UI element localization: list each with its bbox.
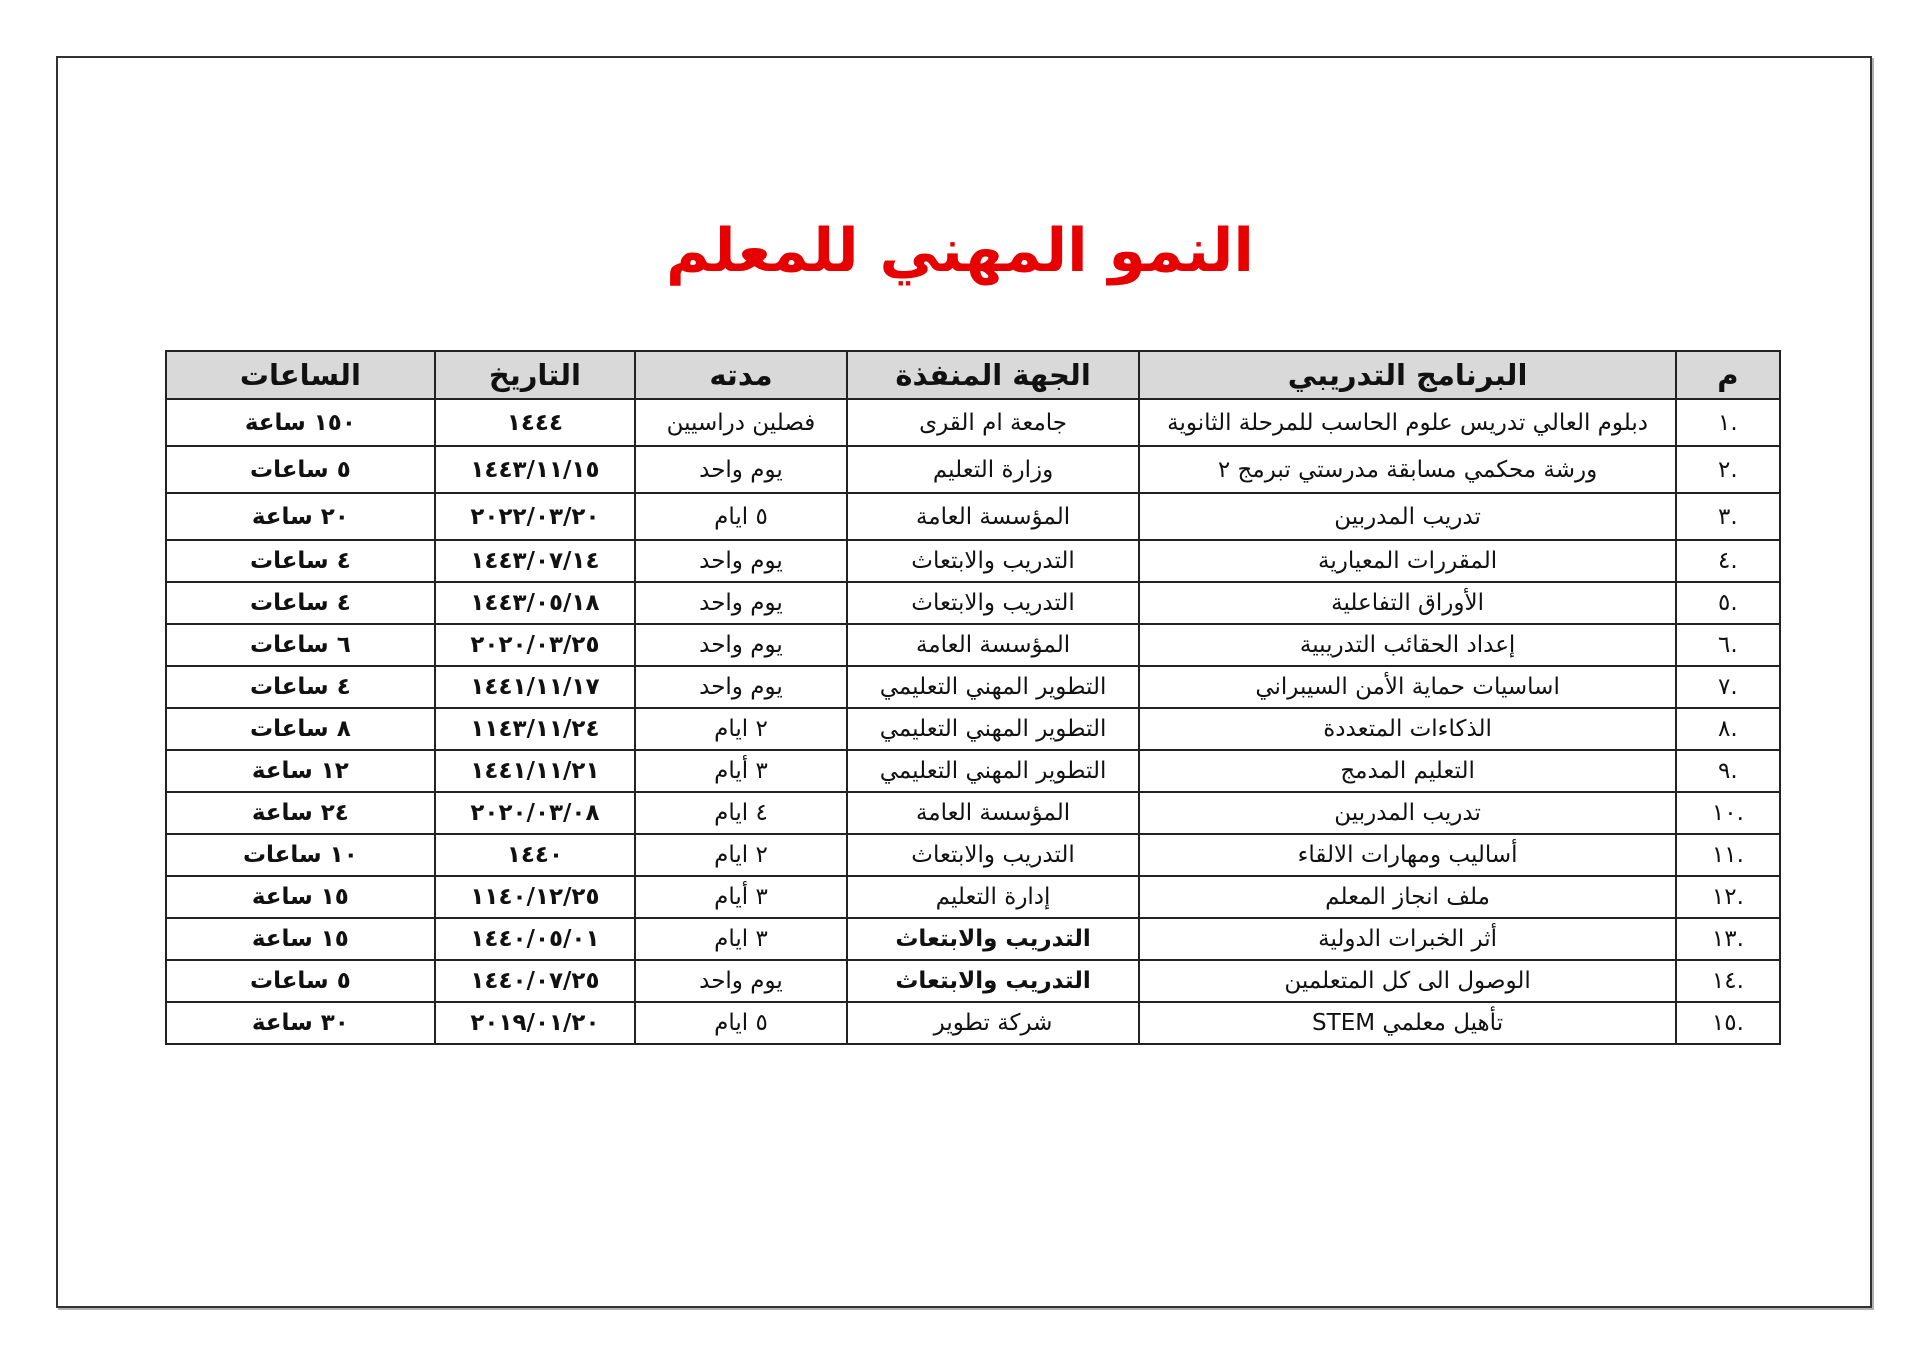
table-row [166, 493, 1780, 540]
cell-duration: ٣ أيام [635, 876, 847, 918]
cell-program: أساليب ومهارات الالقاء [1139, 834, 1675, 876]
cell-date: ١٤٤٣/١١/١٥ [435, 446, 635, 493]
cell-provider: التطوير المهني التعليمي [847, 708, 1140, 750]
table-row [166, 960, 1780, 1002]
page-title: النمو المهني للمعلم [666, 216, 1254, 286]
table-row [166, 624, 1780, 666]
cell-provider: المؤسسة العامة [847, 624, 1140, 666]
cell-date: ١٤٤١/١١/٢١ [435, 750, 635, 792]
cell-provider: شركة تطوير [847, 1002, 1140, 1044]
cell-date: ١٤٤٣/٠٧/١٤ [435, 540, 635, 582]
cell-provider: التطوير المهني التعليمي [847, 666, 1140, 708]
cell-duration: يوم واحد [635, 540, 847, 582]
cell-program: إعداد الحقائب التدريبية [1139, 624, 1675, 666]
cell-num: .٩ [1676, 750, 1780, 792]
cell-hours: ١٥ ساعة [166, 876, 435, 918]
cell-num: .١١ [1676, 834, 1780, 876]
cell-date: ١٤٤٠/٠٥/٠١ [435, 918, 635, 960]
cell-provider: المؤسسة العامة [847, 493, 1140, 540]
table-row [166, 834, 1780, 876]
cell-duration: ٣ أيام [635, 750, 847, 792]
cell-num: .٣ [1676, 493, 1780, 540]
cell-date: ٢٠٢٠/٠٣/٠٨ [435, 792, 635, 834]
cell-date: ١١٤٠/١٢/٢٥ [435, 876, 635, 918]
cell-num: .٥ [1676, 582, 1780, 624]
table-row [166, 750, 1780, 792]
header-program: البرنامج التدريبي [1139, 351, 1675, 399]
cell-duration: يوم واحد [635, 582, 847, 624]
cell-program: تدريب المدربين [1139, 493, 1675, 540]
cell-program: الوصول الى كل المتعلمين [1139, 960, 1675, 1002]
cell-provider: التطوير المهني التعليمي [847, 750, 1140, 792]
table-row [166, 708, 1780, 750]
header-hours: الساعات [166, 351, 435, 399]
cell-duration: ٢ ايام [635, 708, 847, 750]
table-row [166, 666, 1780, 708]
cell-program: ملف انجاز المعلم [1139, 876, 1675, 918]
cell-date: ٢٠١٩/٠١/٢٠ [435, 1002, 635, 1044]
cell-date: ٢٠٢٠/٠٣/٢٥ [435, 624, 635, 666]
cell-duration: ٥ ايام [635, 1002, 847, 1044]
cell-provider: التدريب والابتعاث [847, 960, 1140, 1002]
table-row [166, 876, 1780, 918]
cell-num: .١ [1676, 399, 1780, 446]
cell-num: .١٢ [1676, 876, 1780, 918]
cell-num: .١٥ [1676, 1002, 1780, 1044]
cell-program: تأهيل معلمي STEM [1139, 1002, 1675, 1044]
table-row [166, 582, 1780, 624]
cell-hours: ١٥٠ ساعة [166, 399, 435, 446]
cell-date: ١٤٤٣/٠٥/١٨ [435, 582, 635, 624]
cell-hours: ٦ ساعات [166, 624, 435, 666]
cell-duration: ٤ ايام [635, 792, 847, 834]
header-date: التاريخ [435, 351, 635, 399]
cell-num: .١٤ [1676, 960, 1780, 1002]
cell-duration: فصلين دراسيين [635, 399, 847, 446]
cell-hours: ٤ ساعات [166, 540, 435, 582]
table-body [166, 399, 1780, 1044]
cell-duration: ٥ ايام [635, 493, 847, 540]
cell-hours: ١٥ ساعة [166, 918, 435, 960]
cell-program: الأوراق التفاعلية [1139, 582, 1675, 624]
table-row [166, 1002, 1780, 1044]
cell-date: ١٤٤٠ [435, 834, 635, 876]
cell-program: ورشة محكمي مسابقة مدرستي تبرمج ٢ [1139, 446, 1675, 493]
cell-num: .١٠ [1676, 792, 1780, 834]
cell-duration: يوم واحد [635, 446, 847, 493]
cell-provider: جامعة ام القرى [847, 399, 1140, 446]
cell-provider: التدريب والابتعاث [847, 834, 1140, 876]
cell-duration: ٣ ايام [635, 918, 847, 960]
cell-program: المقررات المعيارية [1139, 540, 1675, 582]
cell-hours: ٣٠ ساعة [166, 1002, 435, 1044]
cell-hours: ١٠ ساعات [166, 834, 435, 876]
cell-num: .٧ [1676, 666, 1780, 708]
table-row [166, 399, 1780, 446]
cell-hours: ٤ ساعات [166, 666, 435, 708]
cell-provider: وزارة التعليم [847, 446, 1140, 493]
cell-hours: ٥ ساعات [166, 960, 435, 1002]
cell-provider: التدريب والابتعاث [847, 918, 1140, 960]
cell-provider: إدارة التعليم [847, 876, 1140, 918]
cell-provider: التدريب والابتعاث [847, 540, 1140, 582]
header-num: م [1676, 351, 1780, 399]
cell-date: ١٤٤٠/٠٧/٢٥ [435, 960, 635, 1002]
table-row [166, 540, 1780, 582]
cell-num: .٤ [1676, 540, 1780, 582]
training-table [165, 350, 1781, 1045]
cell-hours: ٤ ساعات [166, 582, 435, 624]
cell-num: .١٣ [1676, 918, 1780, 960]
cell-hours: ١٢ ساعة [166, 750, 435, 792]
cell-num: .٨ [1676, 708, 1780, 750]
cell-duration: يوم واحد [635, 960, 847, 1002]
cell-hours: ٢٠ ساعة [166, 493, 435, 540]
cell-hours: ٥ ساعات [166, 446, 435, 493]
cell-date: ١٤٤٤ [435, 399, 635, 446]
header-provider: الجهة المنفذة [847, 351, 1140, 399]
cell-program: الذكاءات المتعددة [1139, 708, 1675, 750]
cell-duration: يوم واحد [635, 666, 847, 708]
cell-duration: ٢ ايام [635, 834, 847, 876]
cell-date: ١١٤٣/١١/٢٤ [435, 708, 635, 750]
cell-hours: ٢٤ ساعة [166, 792, 435, 834]
table-header-row [166, 351, 1780, 399]
cell-num: .٦ [1676, 624, 1780, 666]
cell-hours: ٨ ساعات [166, 708, 435, 750]
cell-program: أثر الخبرات الدولية [1139, 918, 1675, 960]
table-row [166, 918, 1780, 960]
cell-num: .٢ [1676, 446, 1780, 493]
cell-duration: يوم واحد [635, 624, 847, 666]
cell-program: دبلوم العالي تدريس علوم الحاسب للمرحلة الثانوية [1139, 399, 1675, 446]
table-row [166, 792, 1780, 834]
cell-provider: المؤسسة العامة [847, 792, 1140, 834]
cell-program: اساسيات حماية الأمن السيبراني [1139, 666, 1675, 708]
cell-date: ١٤٤١/١١/١٧ [435, 666, 635, 708]
table-row [166, 446, 1780, 493]
cell-date: ٢٠٢٢/٠٣/٢٠ [435, 493, 635, 540]
cell-provider: التدريب والابتعاث [847, 582, 1140, 624]
header-duration: مدته [635, 351, 847, 399]
cell-program: التعليم المدمج [1139, 750, 1675, 792]
cell-program: تدريب المدربين [1139, 792, 1675, 834]
